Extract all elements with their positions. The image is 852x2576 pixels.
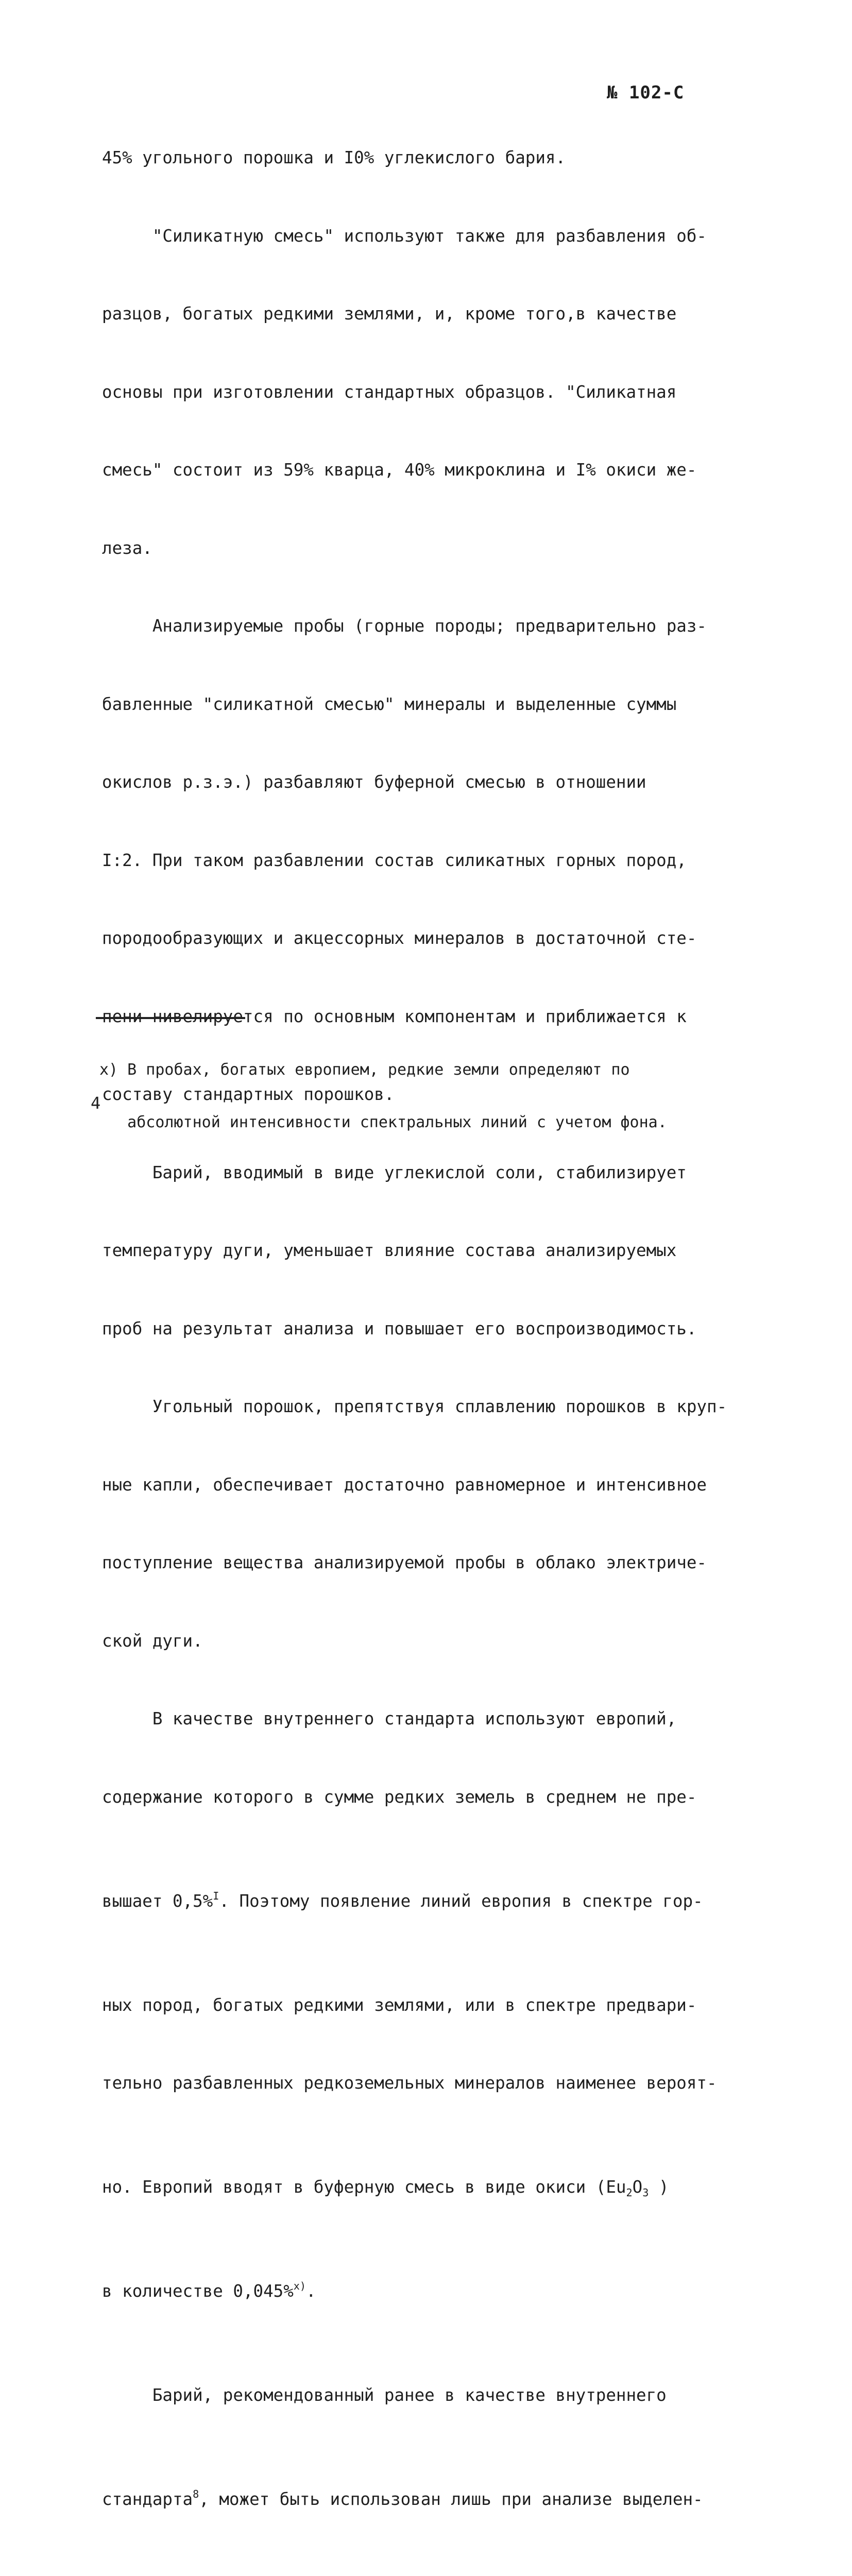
text-line: леза. [102,538,152,558]
text-line: бавленные "силикатной смесью" минералы и выделенные суммы [102,694,677,714]
formula-subscript: 2 [626,2187,633,2199]
text-line: 45% угольного порошка и I0% углекислого бария. [102,148,566,167]
text-line: "Силикатную смесь" используют также для разбавления об- [102,226,707,246]
footnote-line: x) В пробах, богатых европием, редкие земли определяют по [99,1061,630,1079]
document-code: № 102-С [607,82,685,103]
text-line: пени нивелируется по основным компонентам и приближается к [102,1006,687,1026]
text-line: температуру дуги, уменьшает влияние состава анализируемых [102,1241,677,1260]
text-line [102,2174,772,2200]
text-line [102,2278,772,2304]
text-line: Угольный порошок, препятствуя сплавлению порошков в круп- [102,1397,727,1416]
text-line: В качестве внутреннего стандарта используют европий, [102,1709,677,1728]
text-line: поступление вещества анализируемой пробы в облако электриче- [102,1553,707,1572]
text-line: ных пород, богатых редкими землями, или в спектре предвари- [102,1995,697,2015]
text-line: Барий, рекомендованный ранее в качестве внутреннего [102,2385,667,2405]
reference-superscript: I [213,1889,219,1902]
text-line: окислов р.з.э.) разбавляют буферной смесью в отношении [102,772,646,792]
text-segment: . [306,2281,316,2301]
footnote [99,1026,667,1166]
footnote-divider [96,1017,245,1019]
text-line: содержание которого в сумме редких земель в среднем не пре- [102,1787,697,1807]
body-text [102,93,772,2576]
text-segment: стандарта [102,2489,193,2509]
text-line: I:2. При таком разбавлении состав силикатных горных пород, [102,850,687,870]
text-segment: но. Европий вводят в буферную смесь в виде окиси (Eu [102,2177,626,2197]
page-number: 4 [91,1093,101,1113]
text-line: Барий, вводимый в виде углекислой соли, стабилизирует [102,1162,687,1182]
text-line [102,1888,772,1914]
reference-superscript: 8 [193,2487,199,2500]
text-line: разцов, богатых редкими землями, и, кроме того,в качестве [102,304,677,324]
text-line: составу стандартных порошков. [102,1084,395,1104]
text-segment: , может быть использован лишь при анализе выделен- [199,2489,703,2509]
text-line: основы при изготовлении стандартных образцов. "Силикатная [102,382,677,402]
text-line: проб на результат анализа и повышает его воспроизводимость. [102,1318,697,1338]
footnote-marker: x) [293,2279,306,2292]
text-line: тельно разбавленных редкоземельных минералов наименее вероят- [102,2073,717,2093]
text-line: смесь" состоит из 59% кварца, 40% микроклина и I% окиси же- [102,460,697,480]
formula-subscript: 3 [642,2187,649,2199]
text-line: породообразующих и акцессорных минералов в достаточной сте- [102,928,697,948]
text-line: ные капли, обеспечивает достаточно равномерное и интенсивное [102,1475,707,1495]
text-segment: вышает 0,5% [102,1891,213,1911]
text-line [102,2486,772,2513]
text-segment: ) [649,2177,669,2197]
text-segment: O [632,2177,643,2197]
text-line: Анализируемые пробы (горные породы; предварительно раз- [102,616,707,636]
text-segment: в количестве 0,045% [102,2281,294,2301]
text-line: ской дуги. [102,1631,203,1651]
text-segment: . Поэтому появление линий европия в спектре гор- [219,1891,703,1911]
footnote-line: абсолютной интенсивности спектральных линий с учетом фона. [99,1113,667,1131]
